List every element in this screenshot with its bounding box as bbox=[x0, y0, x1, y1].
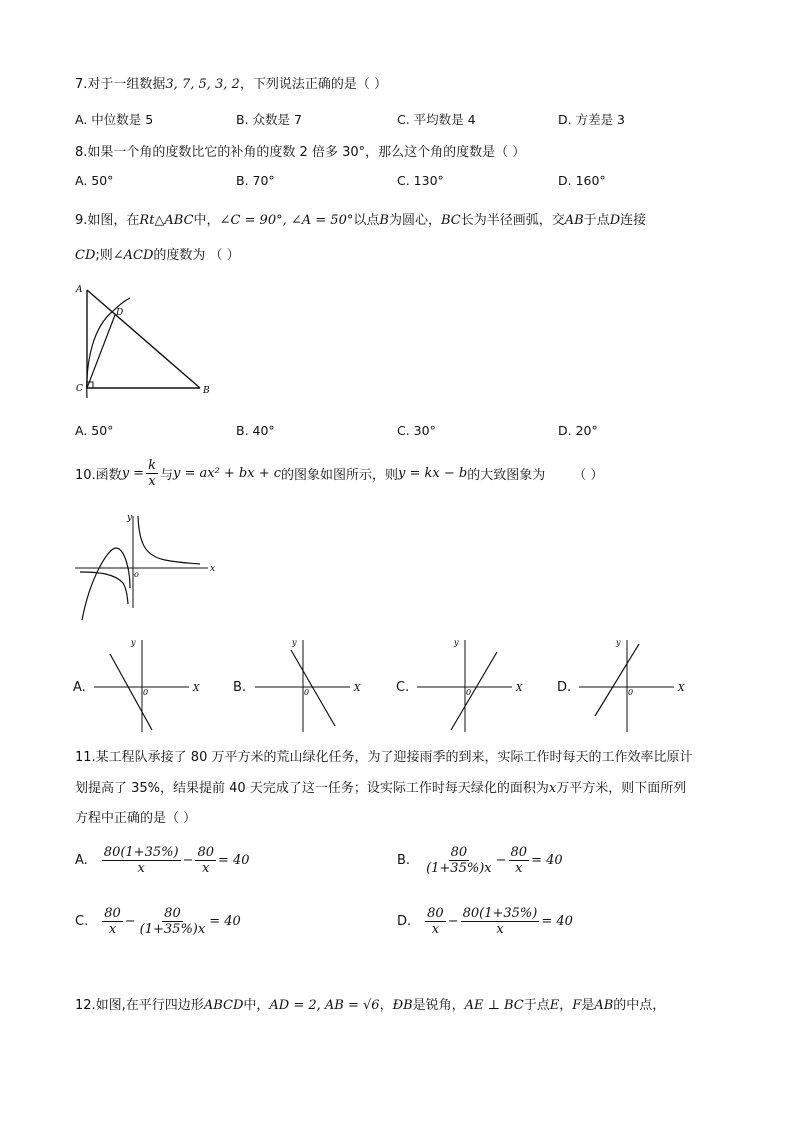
y-axis-label: y bbox=[131, 638, 136, 647]
equals-40: = 40 bbox=[218, 853, 250, 868]
q12-math: AB bbox=[594, 998, 614, 1013]
q9-math: BC bbox=[440, 213, 461, 228]
y-axis-label: y bbox=[454, 638, 459, 647]
q11-option-label: D. bbox=[397, 914, 412, 929]
frac-den: x bbox=[496, 922, 504, 937]
frac-den: x bbox=[137, 861, 145, 876]
frac-num: 80 bbox=[427, 906, 444, 921]
q8-option-d[interactable]: D. 160° bbox=[558, 173, 606, 188]
q10-math: y = bbox=[121, 466, 145, 481]
q11-equation-d bbox=[423, 906, 573, 937]
q8-option-b[interactable]: B. 70° bbox=[236, 173, 275, 188]
frac-den: (1+35%)x bbox=[426, 861, 492, 876]
fraction bbox=[424, 845, 494, 876]
q9-text: 以点 bbox=[353, 213, 380, 228]
q11-option-b[interactable] bbox=[397, 845, 563, 876]
line-graph bbox=[451, 652, 497, 730]
label-b: B bbox=[203, 386, 210, 396]
q11-option-c[interactable] bbox=[75, 906, 241, 937]
x-axis-label: X bbox=[354, 684, 361, 694]
origin-label: 0 bbox=[628, 688, 634, 697]
q11-equation-b bbox=[422, 845, 563, 876]
parabola bbox=[82, 548, 130, 620]
q11-option-label: A. bbox=[75, 853, 88, 868]
q11-stem-line1: 11.某工程队承接了 80 万平方米的荒山绿化任务，为了迎接雨季的到来，实际工作时每天的工作效率比原计 bbox=[75, 750, 693, 765]
q10-option-b-label[interactable]: B. bbox=[233, 680, 247, 695]
frac-num: 80 bbox=[450, 845, 468, 860]
minus-sign: − bbox=[447, 914, 459, 929]
q11-equation-a bbox=[100, 845, 250, 876]
frac-num: 80(1+35%) bbox=[103, 845, 179, 860]
q9-stem-line1 bbox=[75, 209, 646, 228]
q11-stem-line3: 方程中正确的是（ ） bbox=[75, 811, 197, 826]
q9-text: 连接 bbox=[620, 213, 647, 228]
q11-option-d[interactable] bbox=[397, 906, 573, 937]
q12-math: AE ⊥ BC bbox=[464, 998, 524, 1013]
q10-text: 的图象如图所示，则 bbox=[281, 468, 399, 483]
q7-stem-tail: ，下列说法正确的是（ ） bbox=[239, 77, 387, 92]
frac-num: 80 bbox=[197, 845, 214, 860]
hyperbola-branch-1 bbox=[138, 516, 200, 564]
q9-text: 中， bbox=[193, 213, 220, 228]
label-c: C bbox=[76, 384, 83, 394]
label-a: A bbox=[76, 285, 83, 295]
q7-option-d[interactable]: D. 方差是 3 bbox=[558, 112, 625, 127]
fraction bbox=[461, 906, 540, 937]
frac-num: 80 bbox=[104, 906, 121, 921]
q10-text: 10.函数 bbox=[75, 468, 122, 483]
frac-den: (1+35%)x bbox=[139, 922, 206, 937]
frac-den: x bbox=[515, 861, 523, 876]
q10-frac-den: x bbox=[148, 474, 156, 489]
q10-option-c-graph[interactable] bbox=[415, 636, 535, 734]
q10-stem bbox=[75, 458, 603, 489]
line-graph bbox=[595, 644, 639, 716]
q12-stem bbox=[75, 994, 665, 1013]
q10-math: y = kx − b bbox=[398, 466, 468, 481]
label-d: D bbox=[116, 308, 124, 318]
q10-math: y = ax² + bx + c bbox=[172, 466, 282, 481]
frac-num: 80 bbox=[164, 906, 181, 921]
fraction bbox=[102, 845, 181, 876]
q10-option-b-graph[interactable] bbox=[253, 636, 373, 734]
q9-text: 的度数为 （ ） bbox=[153, 248, 240, 263]
q10-option-a-graph[interactable] bbox=[92, 636, 212, 734]
q7-option-c[interactable]: C. 平均数是 4 bbox=[397, 112, 476, 127]
q11-option-label: B. bbox=[397, 853, 411, 868]
q9-text: 长为半径画弧，交 bbox=[460, 213, 565, 228]
q9-math: Rt△ABC bbox=[139, 213, 194, 228]
q12-text: 是锐角， bbox=[412, 998, 465, 1013]
equals-40: = 40 bbox=[531, 853, 563, 868]
q8-option-a[interactable]: A. 50° bbox=[75, 173, 114, 188]
q7-option-a[interactable]: A. 中位数是 5 bbox=[75, 112, 154, 127]
q10-text: 与 bbox=[159, 468, 173, 483]
q9-math: ∠C = 90°, ∠A = 50° bbox=[219, 213, 354, 228]
q12-text: 12.如图,在平行四边形 bbox=[75, 998, 204, 1013]
q12-math: ÐB bbox=[392, 998, 413, 1013]
q8-stem: 8.如果一个角的度数比它的补角的度数 2 倍多 30°，那么这个角的度数是（ ） bbox=[75, 145, 526, 160]
q12-text: 的中点， bbox=[613, 998, 666, 1013]
equals-40: = 40 bbox=[541, 914, 573, 929]
origin-label: 0 bbox=[304, 688, 310, 697]
q12-math: ABCD bbox=[203, 998, 244, 1013]
q9-math: ∠ACD bbox=[112, 248, 154, 263]
y-axis-label: y bbox=[292, 638, 297, 647]
q9-option-d[interactable]: D. 20° bbox=[558, 423, 598, 438]
q9-math: AB bbox=[564, 213, 584, 228]
minus-sign: − bbox=[182, 853, 194, 868]
x-axis-label: X bbox=[516, 684, 523, 694]
frac-den: x bbox=[202, 861, 210, 876]
q12-math: E bbox=[549, 998, 560, 1013]
q10-option-c-label[interactable]: C. bbox=[396, 680, 410, 695]
q9-text: ;则 bbox=[95, 248, 113, 263]
q12-text: ， bbox=[379, 998, 393, 1013]
fraction bbox=[425, 906, 446, 937]
q7-stem-text: 7.对于一组数据 bbox=[75, 77, 166, 92]
minus-sign: − bbox=[124, 914, 136, 929]
q11-text: 万平方米，则下面所列 bbox=[556, 781, 687, 796]
q11-option-label: C. bbox=[75, 914, 89, 929]
q11-var: x bbox=[548, 781, 557, 796]
x-axis-label: x bbox=[210, 564, 216, 574]
q11-option-a[interactable] bbox=[75, 845, 250, 876]
equals-40: = 40 bbox=[209, 914, 241, 929]
q9-option-c[interactable]: C. 30° bbox=[397, 423, 436, 438]
q10-text: 的大致图象为 bbox=[467, 468, 546, 483]
frac-den: x bbox=[431, 922, 440, 937]
q9-option-b[interactable]: B. 40° bbox=[236, 423, 275, 438]
q12-math: AD = 2, AB = √6 bbox=[269, 998, 380, 1013]
x-axis-label: X bbox=[678, 684, 685, 694]
q10-option-d-graph[interactable] bbox=[577, 636, 697, 734]
origin-label: o bbox=[134, 570, 139, 579]
fraction bbox=[195, 845, 216, 876]
q12-text: 是 bbox=[581, 998, 595, 1013]
frac-den: x bbox=[108, 922, 117, 937]
q7-data: 3, 7, 5, 3, 2 bbox=[165, 77, 240, 92]
q7-option-b[interactable]: B. 众数是 7 bbox=[236, 112, 302, 127]
frac-num: 80 bbox=[510, 845, 528, 860]
q11-text: 划提高了 35%，结果提前 40 天完成了这一任务；设实际工作时每天绿化的面积为 bbox=[75, 781, 549, 796]
q9-math: B bbox=[379, 213, 389, 228]
frac-num: 80(1+35%) bbox=[462, 906, 538, 921]
fraction bbox=[102, 906, 123, 937]
q10-paren: （ ） bbox=[573, 468, 604, 483]
q11-stem-line2 bbox=[75, 777, 686, 796]
q9-math: CD bbox=[75, 248, 96, 263]
origin-label: 0 bbox=[466, 688, 472, 697]
q9-text: 为圆心， bbox=[388, 213, 441, 228]
q8-option-c[interactable]: C. 130° bbox=[397, 173, 444, 188]
line-graph bbox=[291, 650, 335, 726]
q12-text: ， bbox=[559, 998, 573, 1013]
q10-option-a-label[interactable]: A. bbox=[73, 680, 86, 695]
q12-math: F bbox=[572, 998, 582, 1013]
q9-text: 于点 bbox=[583, 213, 610, 228]
q9-stem-line2 bbox=[75, 244, 240, 263]
q12-text: 中， bbox=[243, 998, 270, 1013]
q10-option-d-label[interactable]: D. bbox=[557, 680, 572, 695]
q10-frac-num: k bbox=[148, 458, 156, 473]
y-axis-label: y bbox=[127, 513, 133, 523]
x-axis-label: X bbox=[193, 684, 200, 694]
q7-stem bbox=[75, 73, 387, 92]
fraction bbox=[509, 845, 530, 876]
q9-triangle-figure bbox=[70, 278, 220, 404]
q9-text: 9.如图，在 bbox=[75, 213, 140, 228]
minus-sign: − bbox=[495, 853, 507, 868]
q12-text: 于点 bbox=[523, 998, 550, 1013]
q9-math: D bbox=[609, 213, 621, 228]
q9-option-a[interactable]: A. 50° bbox=[75, 423, 114, 438]
side-ab bbox=[87, 290, 200, 388]
q10-graph-figure bbox=[70, 508, 220, 628]
q10-fraction bbox=[146, 458, 158, 489]
fraction bbox=[138, 906, 208, 937]
q11-equation-c bbox=[100, 906, 241, 937]
origin-label: 0 bbox=[143, 688, 149, 697]
q10-func1 bbox=[122, 458, 160, 489]
y-axis-label: y bbox=[616, 638, 621, 647]
